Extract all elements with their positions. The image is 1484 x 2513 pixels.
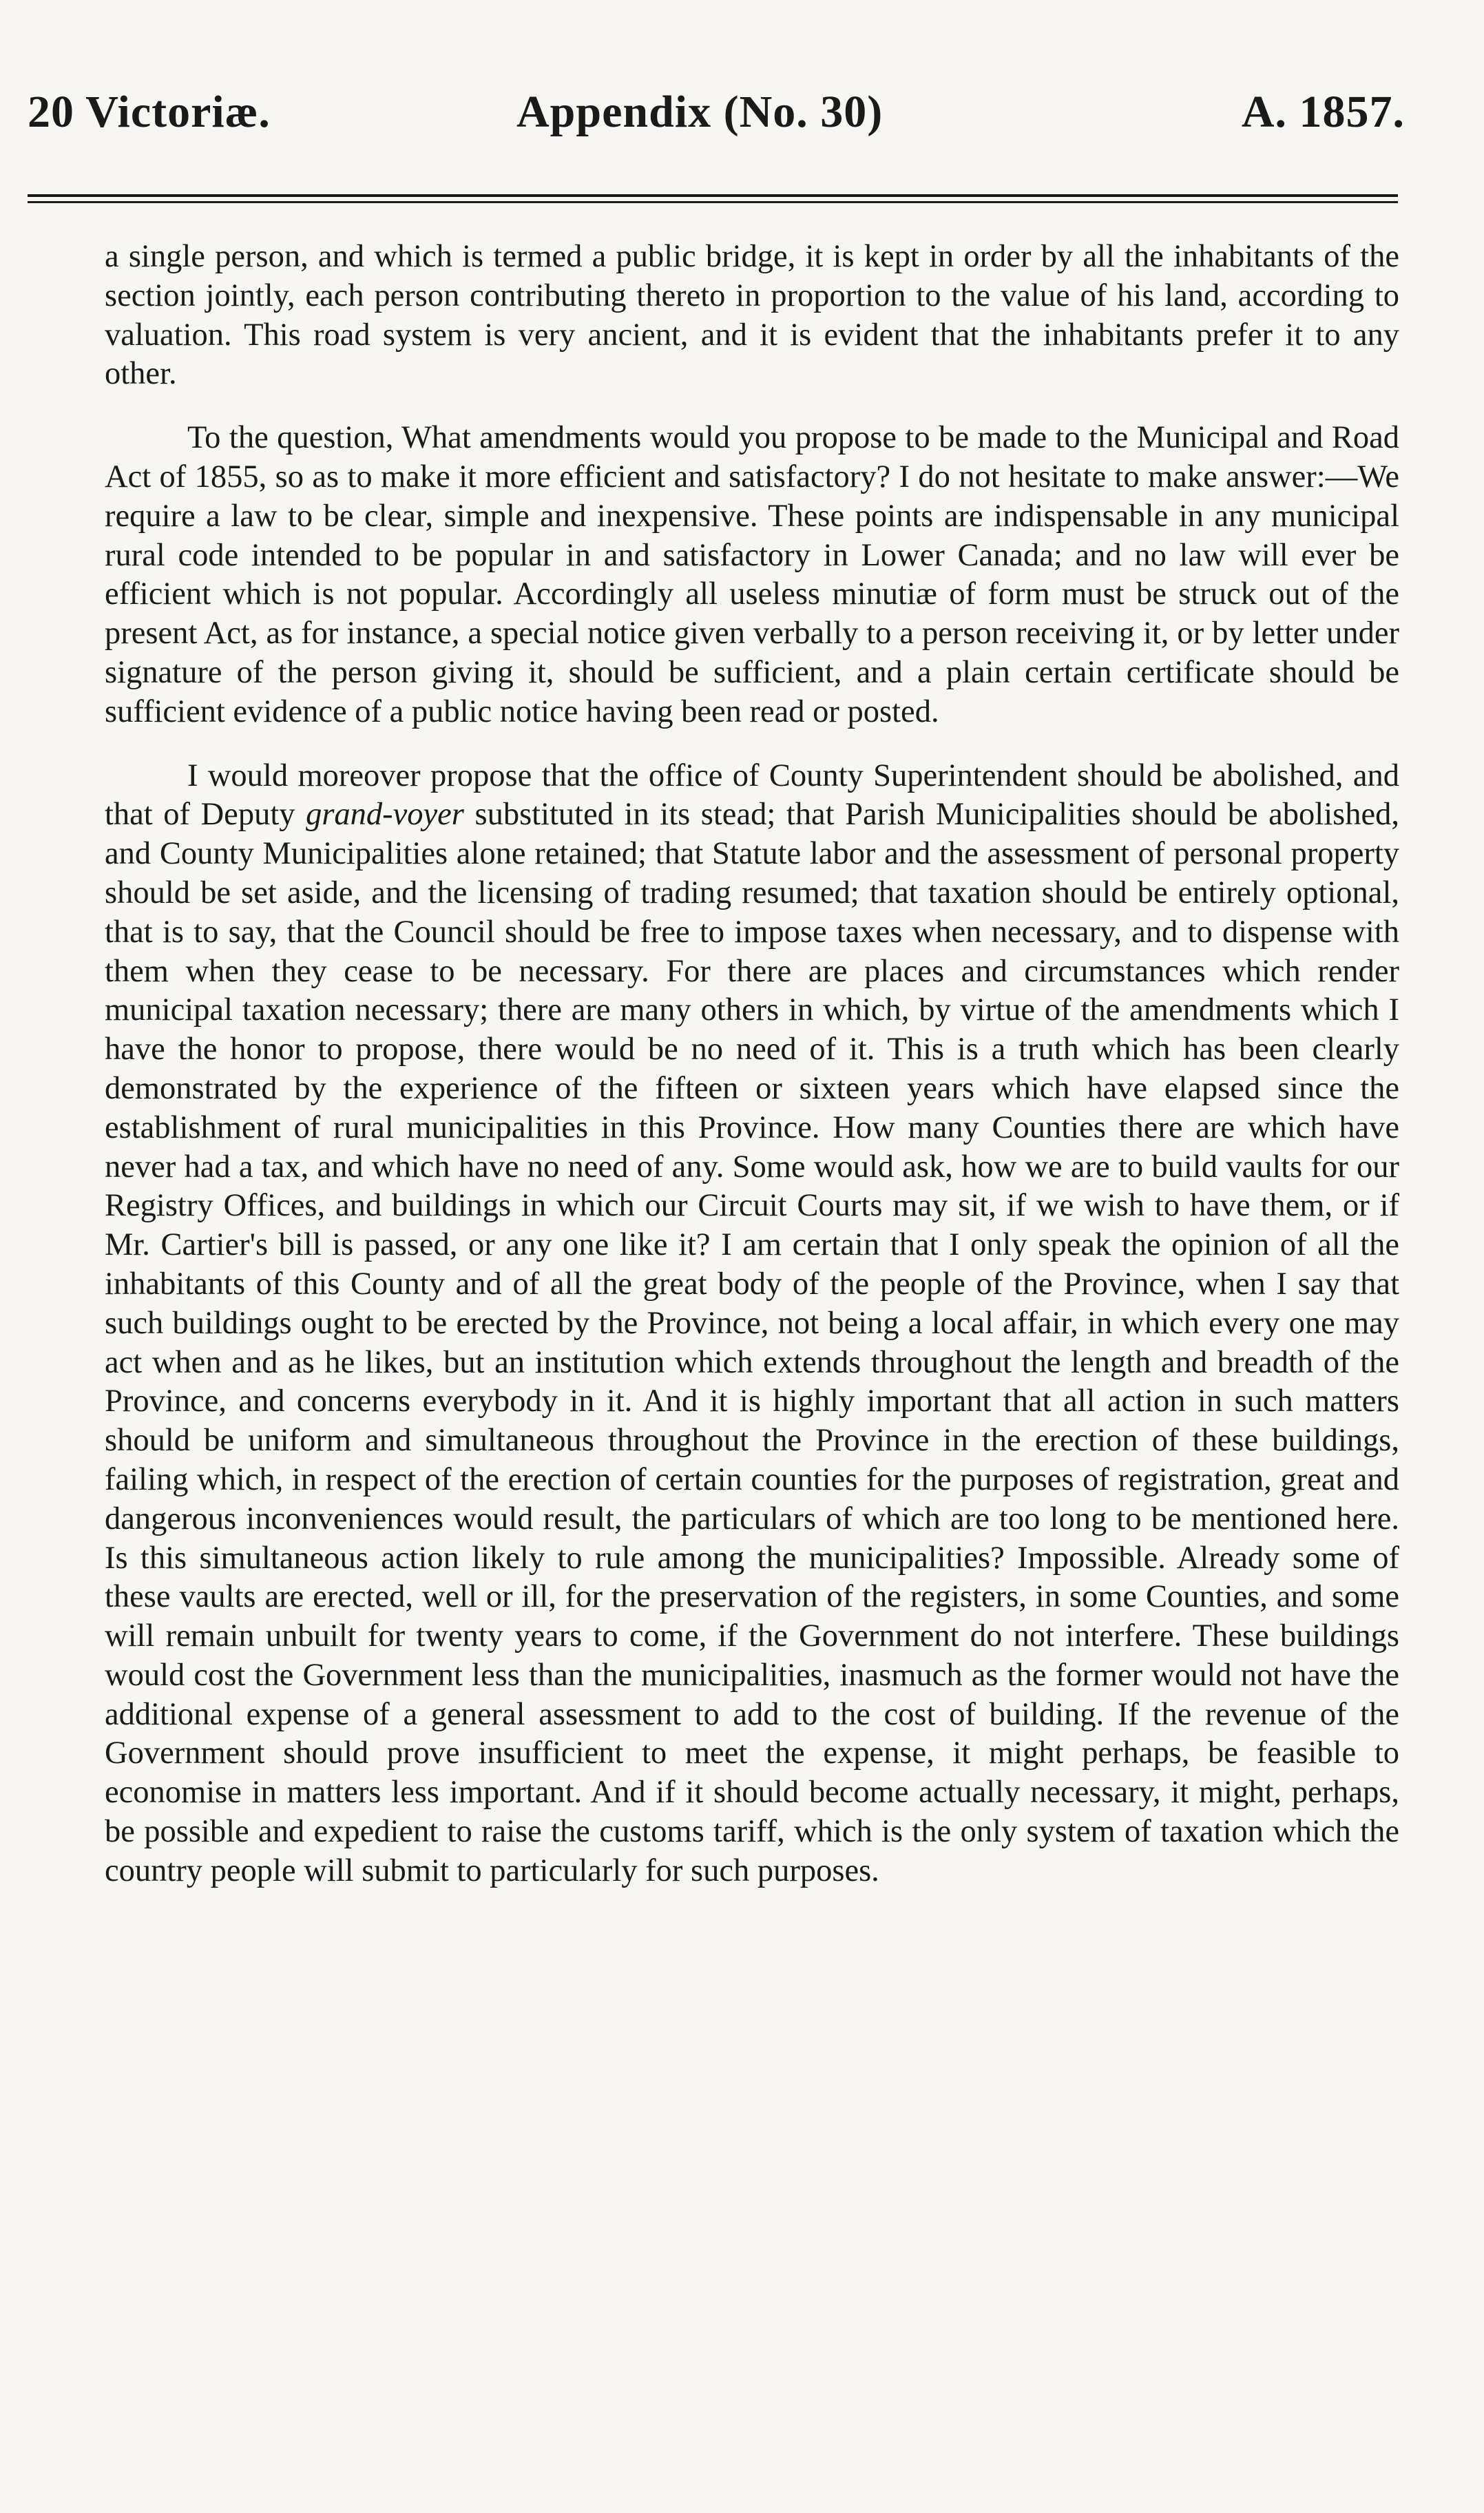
appendix-title: Appendix (No. 30) (516, 87, 884, 137)
paragraph-proposal-start: I would moreover propose that the office of County Superintendent should be abolished, and that of Deputy (105, 758, 1399, 833)
document-body (105, 238, 1399, 1891)
page-header (28, 86, 1405, 162)
paragraph-proposal (105, 757, 1399, 1891)
paragraph-amendments: To the question, What amendments would you propose to be made to the Municipal and Road Act of 1855, so as to make it more efficient and satisfactory? I do not hesitate to make answer:—We require a law to be clear, simple and inexpensive. These points are indispensable in any municipal rural code intended to be popular in and satisfactory in Lower Canada; and no law will ever be efficient which is not popular. Accordingly all useless minutiæ of form must be struck out of the present Act, as for instance, a special notice given verbally to a person receiving it, or by letter under signature of the person giving it, should be sufficient, and a plain certain certificate should be sufficient evidence of a public notice having been read or posted. (105, 420, 1399, 729)
grand-voyer-term: grand-voyer (306, 797, 464, 833)
paragraph-continuation: a single person, and which is termed a public bridge, it is kept in order by all the inhabitants of the section jointly, each person contributing thereto in proportion to the value of his land, according to valuation. This road system is very ancient, and it is evident that the inhabitants prefer it to any other. (105, 239, 1399, 392)
header-rule-thin (28, 201, 1398, 203)
paragraph-proposal-rest: substituted in its stead; that Parish Municipalities should be abolished, and County Municipalities alone retained; that Statute labor and the assessment of personal property should be set aside, and the licensing of trading resumed; that taxation should be entirely optional, that is to say, that the Council should be free to impose taxes when necessary, and to dispense with them when they cease to be necessary. For there are places and circumstances which render municipal taxation necessary; there are many others in which, by virtue of the amendments which I have the honor to propose, there would be no need of it. This is a truth which has been clearly demonstrated by the experience of the fifteen or sixteen years which have elapsed since the establishment of rural municipalities in this Province. How many Counties there are which have never had a tax, and which have no need of any. Some would ask, how we are to build vaults for our Registry Offices, and buildings in which our Circuit Courts may sit, if we wish to have them, or if Mr. Cartier's bill is passed, or any one like it? I am certain that I only speak the opinion of all the inhabitants of this County and of all the great body of the people of the Province, when I say that such buildings ought to be erected by the Province, not being a local affair, in which every one may act when and as he likes, but an institution which extends throughout the length and breadth of the Province, and concerns everybody in it. And it is highly important that all action in such matters should be uniform and simultaneous throughout the Province in the erection of these buildings, failing which, in respect of the erection of certain counties for the purposes of registration, great and dangerous inconveniences would result, the particulars of which are too long to be mentioned here. Is this simultaneous action likely to rule among the municipalities? Impossible. Already some of these vaults are erected, well or ill, for the preservation of the registers, in some Counties, and some will remain unbuilt for twenty years to come, if the Government do not interfere. These buildings would cost the Government less than the municipalities, inasmuch as the former would not have the additional expense of a general assessment to add to the cost of building. If the revenue of the Government should prove insufficient to meet the expense, it might perhaps, be feasible to economise in matters less important. And if it should become actually necessary, it might, perhaps, be possible and expedient to raise the customs tariff, which is the only system of taxation which the country people will submit to particularly for such purposes. (105, 797, 1399, 1888)
year-label: A. 1857. (1241, 87, 1405, 137)
session-label: 20 Victoriæ. (28, 87, 271, 137)
header-rule (28, 194, 1398, 204)
header-rule-thick (28, 194, 1398, 197)
